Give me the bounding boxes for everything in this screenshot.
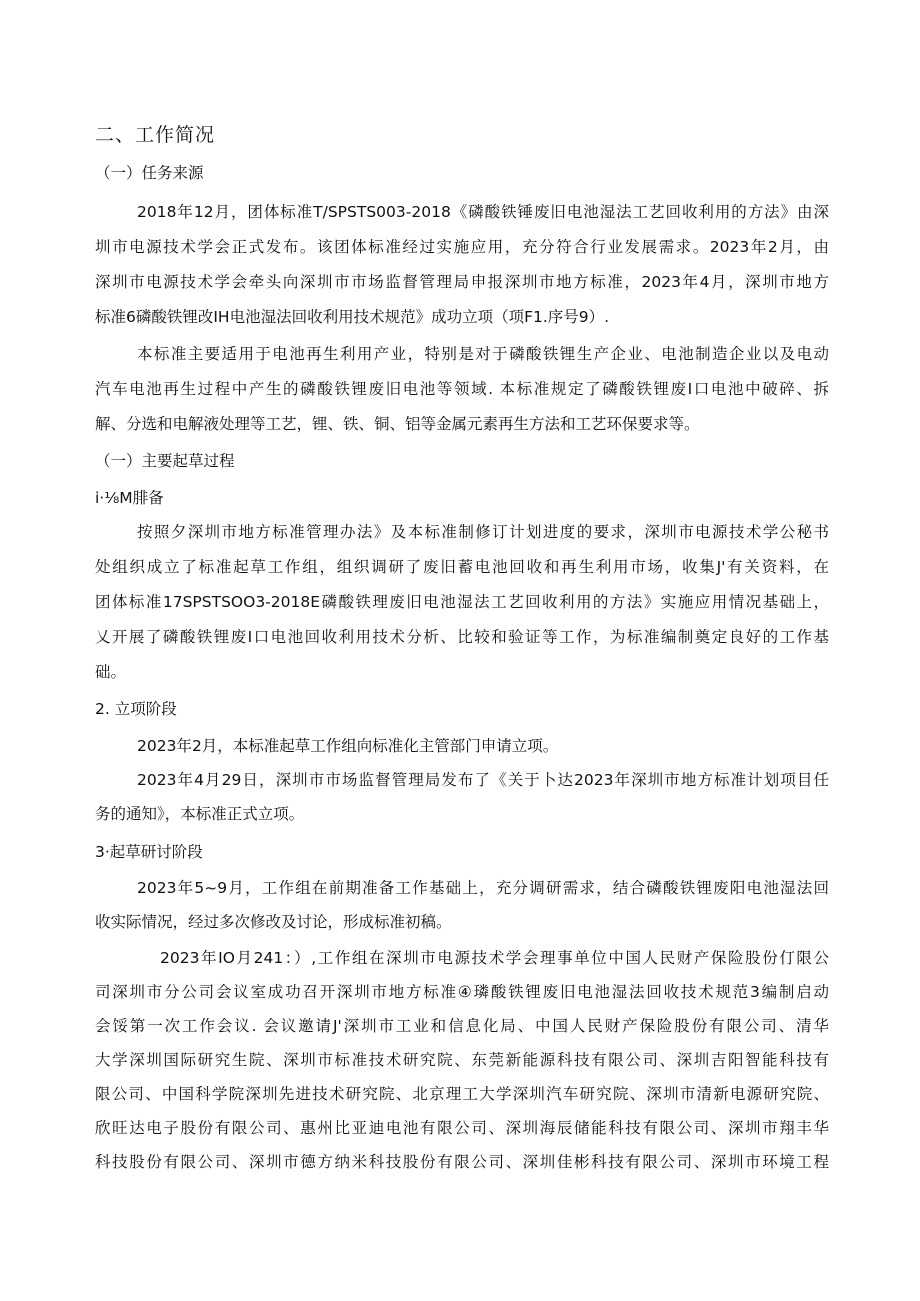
subsection-heading-task-source: （一）任务来源 (95, 164, 204, 182)
paragraph-line: 深圳市电源技术学会牵头向深圳市市场监督管理局申报深圳市地方标准，2023年4月，深圳市地方 (95, 273, 829, 291)
paragraph-line: 收实际情况，经过多次修改及讨论，形成标准初稿。 (95, 913, 452, 931)
paragraph-line: 欣旺达电子股份有限公司、惠州比亚迪电池有限公司、深圳海辰储能科技有限公司、深圳市翔丰华 (95, 1119, 829, 1137)
paragraph-line: 科技股份有限公司、深圳市德方纳米科技股份有限公司、深圳佳彬科技有限公司、深圳市环境工程 (95, 1153, 829, 1171)
paragraph-line: 司深圳市分公司会议室成功召开深圳市地方标准④璘酸铁锂废旧电池湿法回收技术规范3编制启动 (95, 983, 829, 1001)
section-title: 二、工作简况 (95, 124, 216, 146)
step-heading-drafting-discussion: 3·起草研讨阶段 (95, 843, 203, 861)
paragraph-line: 2018年12月，团体标准T/SPSTS003-2018《磷酸铁锤废旧电池湿法工艺回收利用的方法》由深 (137, 203, 829, 221)
paragraph-line: 本标准主要适用于电池再生利用产业，特别是对于磷酸铁锂生产企业、电池制造企业以及电动 (137, 345, 829, 363)
paragraph-line: 圳市电源技术学会正式发布。该团体标准经过实施应用，充分符合行业发展需求。2023年2月，由 (95, 238, 829, 256)
paragraph-line: 础。 (95, 663, 127, 681)
paragraph-line: 会馁第一次工作会议. 会议邀请J'深圳市工业和信息化局、中国人民财产保险股份有限公司、清华 (95, 1017, 829, 1035)
paragraph-line: 限公司、中国科学院深圳先进技术研究院、北京理工大学深圳汽车研究院、深圳市清新电源研究院、 (95, 1085, 829, 1103)
paragraph-line: 大学深圳国际研究生院、深圳市标准技术研究院、东莞新能源科技有限公司、深圳吉阳智能科技有 (95, 1051, 829, 1069)
paragraph-line: 解、分选和电解液处理等工艺，锂、铁、铜、铝等金属元素再生方法和工艺环保要求等。 (95, 415, 700, 433)
paragraph-line: 团体标准17SPSTSOO3-2018E磷酸铁理废旧电池湿法工艺回收利用的方法》实施应用情况基础上， (95, 593, 829, 611)
paragraph-line: 2023年4月29日，深圳市市场监督管理局发布了《关于卜达2023年深圳市地方标准计划项目任 (137, 771, 829, 789)
paragraph-line: 按照夕深圳市地方标准管理办法》及本标准制修订计划进度的要求，深圳市电源技术学公秘书 (137, 523, 829, 541)
paragraph-line: 2023年IO月241：）,工作组在深圳市电源技术学会理事单位中国人民财产保险股份仃限公 (160, 949, 829, 967)
paragraph-line: 乂开展了磷酸铁锂废I口电池回收利用技术分析、比较和验证等工作，为标准编制奠定良好的工作基 (95, 628, 829, 646)
step-heading-project-approval: 2. 立项阶段 (95, 700, 177, 718)
paragraph-line: 标准6磷酸铁锂改IH电池湿法回收利用技术规范》成功立项（项F1.序号9）. (95, 308, 610, 326)
subsection-heading-drafting-process: （一）主要起草过程 (95, 452, 235, 470)
paragraph-line: 处组织成立了标准起草工作组，组织调研了废旧蓄电池回收和再生利用市场，收集J'有关资料，在 (95, 558, 829, 576)
step-heading-preparation: i·⅛M腓备 (95, 489, 164, 507)
paragraph-line: 汽车电池再生过程中产生的磷酸铁锂废旧电池等领域. 本标准规定了磷酸铁锂废I口电池中破碎、拆 (95, 380, 829, 398)
paragraph-line: 务的通知》，本标准正式立项。 (95, 805, 305, 823)
paragraph-line: 2023年5~9月，工作组在前期准备工作基础上，充分调研需求，结合磷酸铁锂废阳电池湿法回 (137, 879, 829, 897)
paragraph-line: 2023年2月，本标准起草工作组向标准化主管部门申请立项。 (137, 737, 559, 755)
